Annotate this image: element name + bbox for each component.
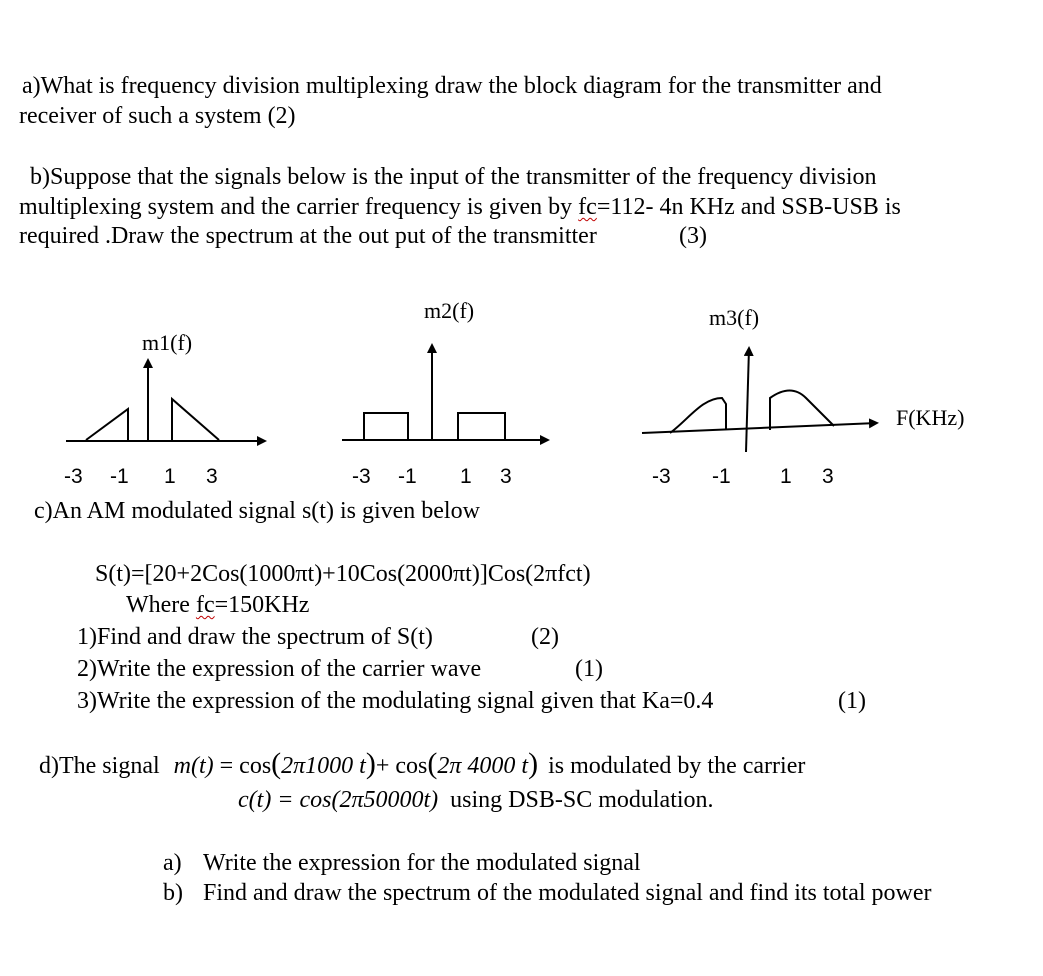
m3-tick: 3 <box>822 465 834 488</box>
fc-symbol: fc <box>195 592 215 618</box>
m3-right-curve <box>770 391 834 431</box>
question-d-a: Write the expression for the modulated signal <box>203 850 641 876</box>
m2-tick: -3 <box>352 465 371 488</box>
question-d-tail: is modulated by the carrier <box>548 753 806 779</box>
m1-right-triangle <box>172 399 219 440</box>
question-b-line2-tail: =112- 4n KHz and SSB-USB is <box>596 194 901 220</box>
question-d-a-label: a) <box>163 850 182 876</box>
question-b-line3: required .Draw the spectrum at the out put of the transmitter <box>19 223 597 249</box>
m3-label: m3(f) <box>709 305 760 330</box>
m3-tick: -3 <box>652 465 671 488</box>
question-a-line2: receiver of such a system (2) <box>19 103 296 129</box>
question-c3: 3)Write the expression of the modulating signal given that Ka=0.4 <box>77 688 714 714</box>
where-text: Where <box>126 592 196 618</box>
m2-left-rect <box>364 413 408 440</box>
m2-tick: 3 <box>500 465 512 488</box>
question-d-b: Find and draw the spectrum of the modulated signal and find its total power <box>203 880 932 906</box>
question-d-line1 <box>39 749 805 781</box>
m3-amp-axis <box>746 348 749 452</box>
dsb-sc-text: using DSB-SC modulation. <box>450 787 714 813</box>
carrier-expression: c(t) = cos(2π50000t) <box>238 787 439 813</box>
open-paren: ( <box>271 747 282 780</box>
m2-tick: 1 <box>460 465 472 488</box>
m1-left-triangle <box>86 409 128 440</box>
question-c1-marks: (2) <box>531 624 559 650</box>
question-c1: 1)Find and draw the spectrum of S(t) <box>77 624 433 650</box>
question-c3-marks: (1) <box>838 688 866 714</box>
second-cos-argument: 2π 4000 t <box>437 753 529 779</box>
m3-left-curve <box>670 398 726 433</box>
m1-tick: -1 <box>110 465 129 488</box>
question-b-line1: b)Suppose that the signals below is the input of the transmitter of the frequency division <box>30 164 877 190</box>
open-paren: ( <box>427 747 438 780</box>
question-b-marks: (3) <box>679 223 707 249</box>
fc-symbol: fc <box>578 194 597 220</box>
am-signal-equation: S(t)=[20+2Cos(1000πt)+10Cos(2000πt)]Cos(2πfct) <box>95 561 591 587</box>
question-c-intro: c)An AM modulated signal s(t) is given below <box>34 498 480 524</box>
frequency-axis-label: F(KHz) <box>896 405 965 430</box>
close-paren: ) <box>528 747 539 780</box>
m1-tick: -3 <box>64 465 83 488</box>
m2-label: m2(f) <box>424 298 475 323</box>
close-paren: ) <box>365 747 376 780</box>
m1-label: m1(f) <box>142 330 193 355</box>
m3-tick: 1 <box>780 465 792 488</box>
carrier-frequency-note <box>126 590 309 620</box>
question-d-b-label: b) <box>163 880 183 906</box>
m2-right-rect <box>458 413 505 440</box>
question-b-line2-text: multiplexing system and the carrier frequency is given by <box>19 194 579 220</box>
m1-tick: 3 <box>206 465 218 488</box>
message-symbol: m(t) <box>173 753 214 779</box>
question-c2: 2)Write the expression of the carrier wave <box>77 656 482 682</box>
question-c2-marks: (1) <box>575 656 603 682</box>
question-a-line1: a)What is frequency division multiplexing draw the block diagram for the transmitter and <box>22 73 882 99</box>
m2-tick: -1 <box>398 465 417 488</box>
question-d-intro: d)The signal <box>39 753 160 779</box>
fc-value: =150KHz <box>214 592 310 618</box>
question-d-line2 <box>238 785 714 815</box>
m1-tick: 1 <box>164 465 176 488</box>
equals-cos: = cos <box>213 753 272 779</box>
first-cos-argument: 2π1000 t <box>281 753 366 779</box>
m3-tick: -1 <box>712 465 731 488</box>
plus-cos: + cos <box>375 753 428 779</box>
